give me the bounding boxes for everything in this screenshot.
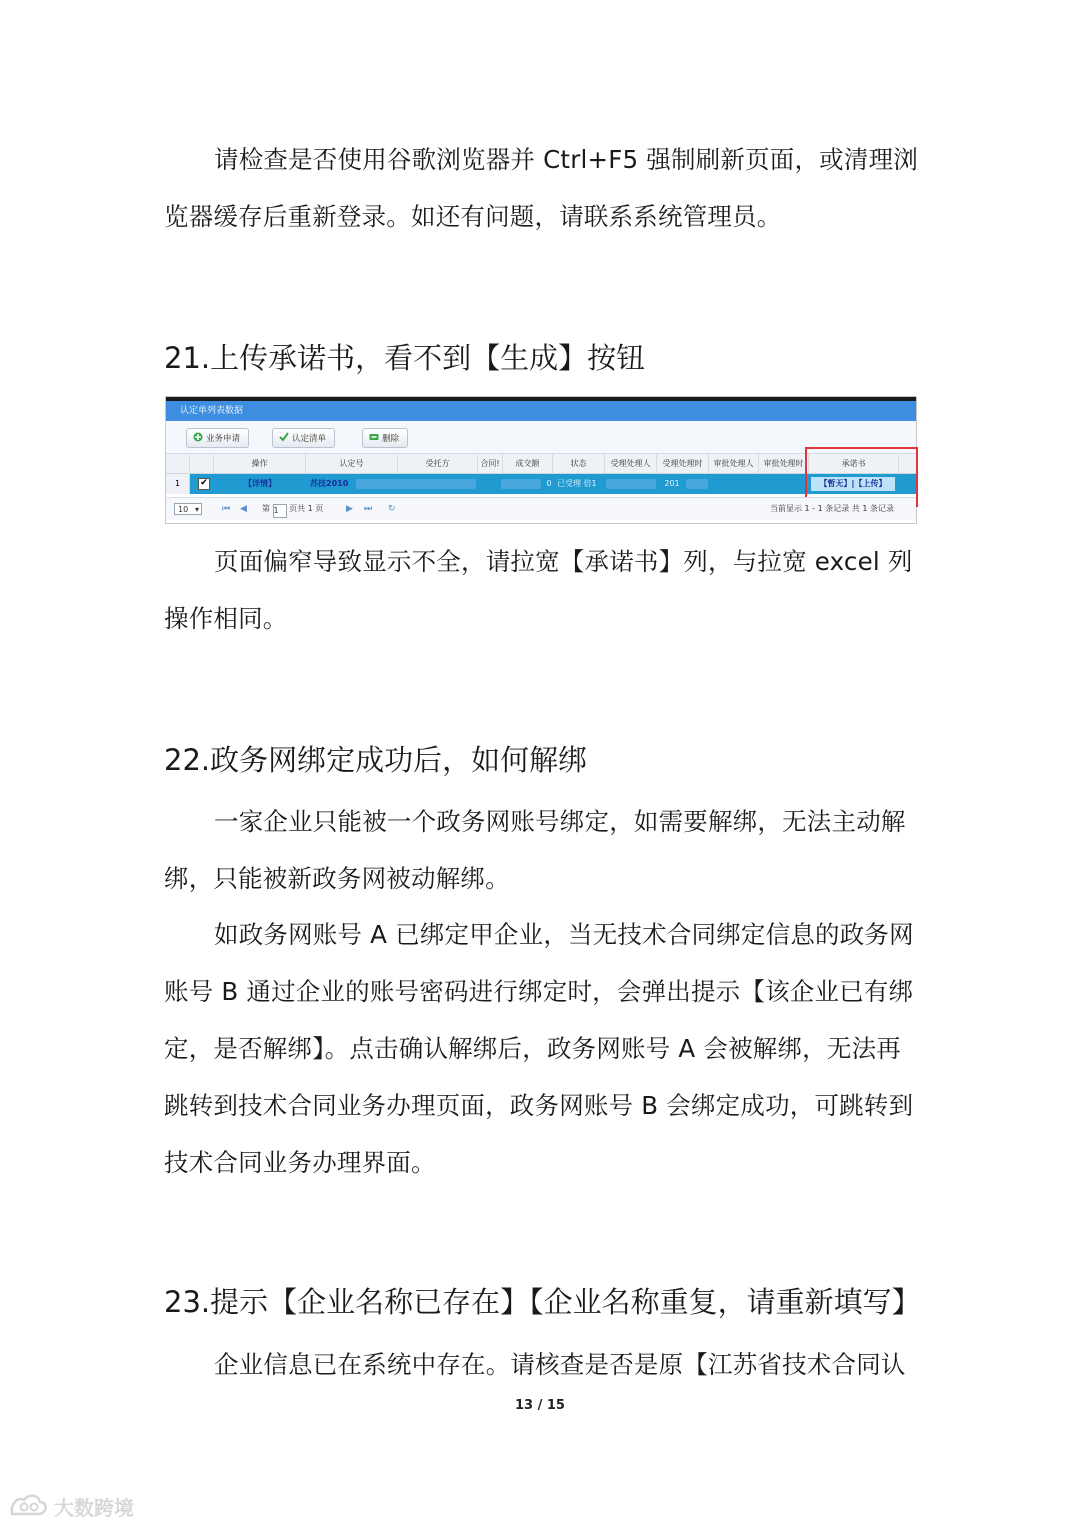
heading-21: 21.上传承诺书，看不到【生成】按钮	[164, 341, 646, 375]
check-icon	[279, 432, 289, 442]
text-line: 览器缓存后重新登录。如还有问题，请联系系统管理员。	[164, 202, 782, 231]
paragraph-company-exists	[164, 1336, 918, 1393]
button-label: 删除	[382, 434, 400, 444]
panel-title: 认定单列表数据	[166, 401, 916, 421]
column-header-handle-time[interactable]: 受理处理时	[657, 454, 709, 473]
column-header-select[interactable]	[190, 454, 214, 473]
paragraph-unbind-rule	[164, 793, 918, 907]
refresh-icon[interactable]: ↻	[388, 504, 396, 514]
cert-no-cell: 苏技2010	[310, 479, 349, 488]
text-line: 账号 B 通过企业的账号密码进行绑定时，会弹出提示【该企业已有绑	[164, 977, 914, 1006]
column-header-review-time[interactable]: 审批处理时	[759, 454, 809, 473]
column-header-cert-no[interactable]: 认定号	[306, 454, 398, 473]
redacted-area	[686, 479, 708, 489]
column-header-status[interactable]: 状态	[553, 454, 605, 473]
column-header-op[interactable]: 操作	[214, 454, 306, 473]
button-label: 认定清单	[292, 434, 327, 444]
page-number: 13 / 15	[515, 1398, 565, 1413]
heading-23: 23.提示【企业名称已存在】【企业名称重复，请重新填写】	[164, 1285, 921, 1319]
column-header-client[interactable]: 受托方	[398, 454, 478, 473]
paragraph-browser-tip	[164, 131, 918, 245]
amount-cell: 0	[546, 479, 552, 488]
grid-header	[166, 454, 916, 474]
text-line: 请检查是否使用谷歌浏览器并 Ctrl+F5 强制刷新页面，或清理浏	[214, 145, 918, 174]
column-header-contract[interactable]: 合同!	[478, 454, 503, 473]
heading-22: 22.政务网绑定成功后，如何解绑	[164, 743, 588, 777]
page-size-select[interactable]: 10 ▾	[174, 503, 202, 515]
row-checkbox[interactable]: ✔	[198, 478, 210, 490]
text-line: 企业信息已在系统中存在。请核查是否是原【江苏省技术合同认	[214, 1350, 906, 1379]
row-number: 1	[166, 474, 190, 494]
toolbar	[166, 421, 916, 454]
watermark	[8, 1488, 134, 1524]
prev-page-icon[interactable]: ◀	[240, 504, 247, 514]
first-page-icon[interactable]: ⏮	[222, 504, 231, 514]
page-label: 第	[262, 504, 270, 513]
column-header-handler[interactable]: 受理处理人	[605, 454, 657, 473]
redacted-area	[501, 479, 541, 489]
text-line: 跳转到技术合同业务办理页面，政务网账号 B 会绑定成功，可跳转到	[164, 1091, 914, 1120]
column-header-index	[166, 454, 190, 473]
last-page-icon[interactable]: ⏭	[364, 504, 373, 514]
add-icon	[193, 432, 203, 442]
text-line: 绑，只能被新政务网被动解绑。	[164, 864, 510, 893]
page-indicator	[262, 503, 323, 515]
next-page-icon[interactable]: ▶	[346, 504, 353, 514]
minus-icon	[369, 432, 379, 442]
text-line: 如政务网账号 A 已绑定甲企业，当无技术合同绑定信息的政务网	[214, 920, 914, 949]
button-label: 业务申请	[206, 434, 241, 444]
delete-button[interactable]	[362, 428, 408, 448]
text-line: 一家企业只能被一个政务网账号绑定，如需要解绑，无法主动解	[214, 807, 906, 836]
paragraph-widen-column	[164, 533, 918, 647]
redacted-area	[606, 479, 656, 489]
pager	[166, 497, 916, 520]
details-link[interactable]: 【详情】	[244, 479, 276, 488]
text-line: 定，是否解绑】。点击确认解绑后，政务网账号 A 会被解绑，无法再	[164, 1034, 901, 1063]
page-total: 页共 1 页	[289, 504, 324, 513]
embedded-screenshot	[165, 396, 917, 524]
table-row[interactable]	[166, 474, 916, 494]
watermark-logo-icon	[8, 1492, 50, 1520]
column-header-amount[interactable]: 成交额	[503, 454, 553, 473]
text-line: 技术合同业务办理界面。	[164, 1148, 436, 1177]
page-value: 1	[273, 506, 279, 515]
text-line: 操作相同。	[164, 604, 288, 633]
watermark-text: 大数跨境	[54, 1495, 134, 1520]
status-cell: 已受理 倍1	[557, 479, 597, 488]
page-input[interactable]	[273, 504, 287, 518]
column-header-reviewer[interactable]: 审批处理人	[709, 454, 759, 473]
text-line: 页面偏窄导致显示不全，请拉宽【承诺书】列，与拉宽 excel 列	[214, 547, 913, 576]
record-summary: 当前显示 1 - 1 条记录 共 1 条记录	[770, 504, 894, 513]
commit-actions[interactable]: 【暂无】|【上传】	[811, 477, 895, 491]
apply-button[interactable]	[186, 428, 249, 448]
redacted-area	[356, 479, 476, 489]
handle-time-cell: 201	[664, 479, 680, 488]
confirm-list-button[interactable]	[272, 428, 335, 448]
paragraph-unbind-example	[164, 906, 918, 1191]
column-header-commit[interactable]: 承诺书	[809, 454, 899, 473]
